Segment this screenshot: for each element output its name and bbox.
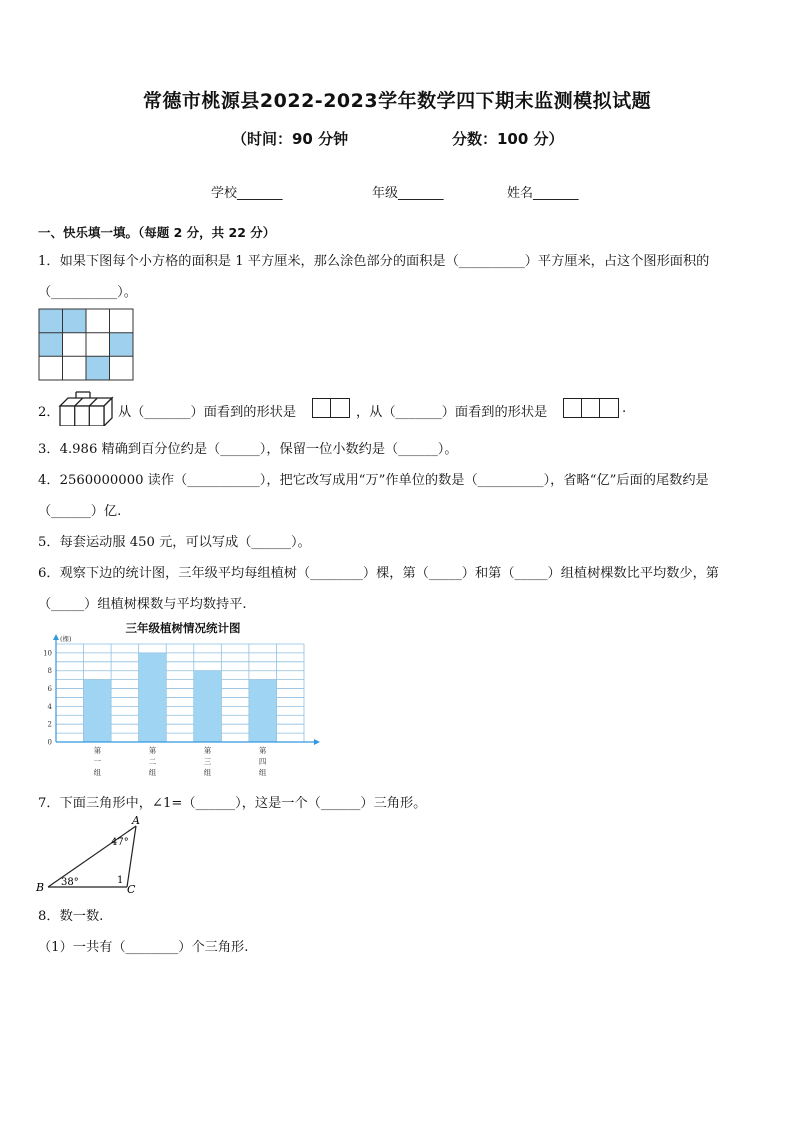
- grade-field: 年级_______: [372, 186, 444, 201]
- chart-bar: [139, 653, 167, 742]
- chart-y-label: (棵): [60, 635, 72, 643]
- chart-x-tick-label: 组: [203, 768, 212, 777]
- triangle-figure: [34, 813, 150, 895]
- section-heading: 一、快乐填一填。（每题 2 分，共 22 分）: [38, 225, 276, 240]
- question-7: 7．下面三角形中，∠1=（______），这是一个（______）三角形。: [38, 796, 427, 811]
- question-2-end: .: [622, 401, 627, 416]
- question-2-number: 2．: [38, 405, 60, 420]
- question-4-line-2: （______）亿.: [38, 504, 122, 519]
- chart-y-tick-label: 0: [47, 738, 52, 747]
- shaded-cell: [86, 356, 110, 380]
- chart-x-tick-label: 组: [93, 768, 102, 777]
- question-6-line-2: （_____）组植树棵数与平均数持平.: [38, 597, 247, 612]
- chart-bar: [84, 680, 112, 742]
- chart-title: 三年级植树情况统计图: [125, 621, 241, 635]
- view-shape-three-squares: [563, 398, 619, 418]
- chart-y-tick-label: 8: [47, 667, 52, 676]
- chart-x-tick-label: 组: [148, 768, 157, 777]
- shaded-cell: [39, 309, 63, 333]
- shaded-cell: [63, 309, 87, 333]
- question-2-text-b: ，从（_______）面看到的形状是: [356, 405, 548, 420]
- chart-x-tick-label: 第: [148, 746, 157, 755]
- exam-time: （时间：90 分钟: [232, 130, 349, 148]
- angle-1-mark: 1: [117, 875, 124, 886]
- exam-score: 分数：100 分）: [452, 130, 564, 148]
- angle-b-value: 38°: [61, 877, 79, 888]
- question-1-line-2: （__________）。: [38, 285, 137, 300]
- chart-x-tick-label: 四: [258, 757, 267, 766]
- vertex-a-label: A: [132, 814, 140, 827]
- name-field: 姓名_______: [507, 186, 579, 201]
- question-2-text-a: 从（_______）面看到的形状是: [118, 405, 297, 420]
- chart-y-tick-label: 6: [47, 685, 52, 694]
- vertex-b-label: B: [36, 881, 45, 894]
- cube-stack-figure: [58, 390, 118, 426]
- chart-bar: [194, 671, 222, 742]
- exam-title: 常德市桃源县2022-2023学年数学四下期末监测模拟试题: [142, 90, 652, 112]
- chart-x-tick-label: 第: [93, 746, 102, 755]
- chart-y-tick-label: 10: [43, 649, 52, 658]
- chart-x-tick-label: 三: [203, 757, 212, 766]
- shaded-cell: [39, 333, 63, 357]
- question-6-line-1: 6．观察下边的统计图，三年级平均每组植树（________）棵，第（_____）和第（_____）组植树棵数比平均数少，第: [38, 566, 719, 581]
- school-field: 学校_______: [211, 186, 283, 201]
- chart-x-tick-label: 二: [148, 757, 157, 766]
- view-shape-two-squares: [312, 398, 350, 418]
- tree-planting-bar-chart: [38, 618, 328, 780]
- question-3: 3．4.986 精确到百分位约是（______），保留一位小数约是（______）。: [38, 442, 458, 457]
- angle-a-value: 47°: [111, 837, 129, 848]
- chart-bar: [249, 680, 277, 742]
- chart-x-tick-label: 组: [258, 768, 267, 777]
- chart-x-tick-label: 第: [203, 746, 212, 755]
- question-8-sub-1: （1）一共有（________）个三角形.: [38, 940, 249, 955]
- question-8: 8．数一数.: [38, 909, 104, 924]
- question-4-line-1: 4．2560000000 读作（___________），把它改写成用“万”作单位的数是（__________），省略“亿”后面的尾数约是: [38, 473, 709, 488]
- question-5: 5．每套运动服 450 元，可以写成（______）。: [38, 535, 311, 550]
- shaded-cell: [110, 333, 134, 357]
- chart-x-tick-label: 第: [258, 746, 267, 755]
- question-1-line-1: 1．如果下图每个小方格的面积是 1 平方厘米，那么涂色部分的面积是（__________）平方厘米，占这个图形面积的: [38, 254, 710, 269]
- chart-y-tick-label: 2: [47, 720, 52, 729]
- chart-x-tick-label: 一: [93, 757, 102, 766]
- vertex-c-label: C: [127, 883, 136, 895]
- chart-y-tick-label: 4: [47, 702, 52, 711]
- area-grid-figure: [38, 308, 136, 382]
